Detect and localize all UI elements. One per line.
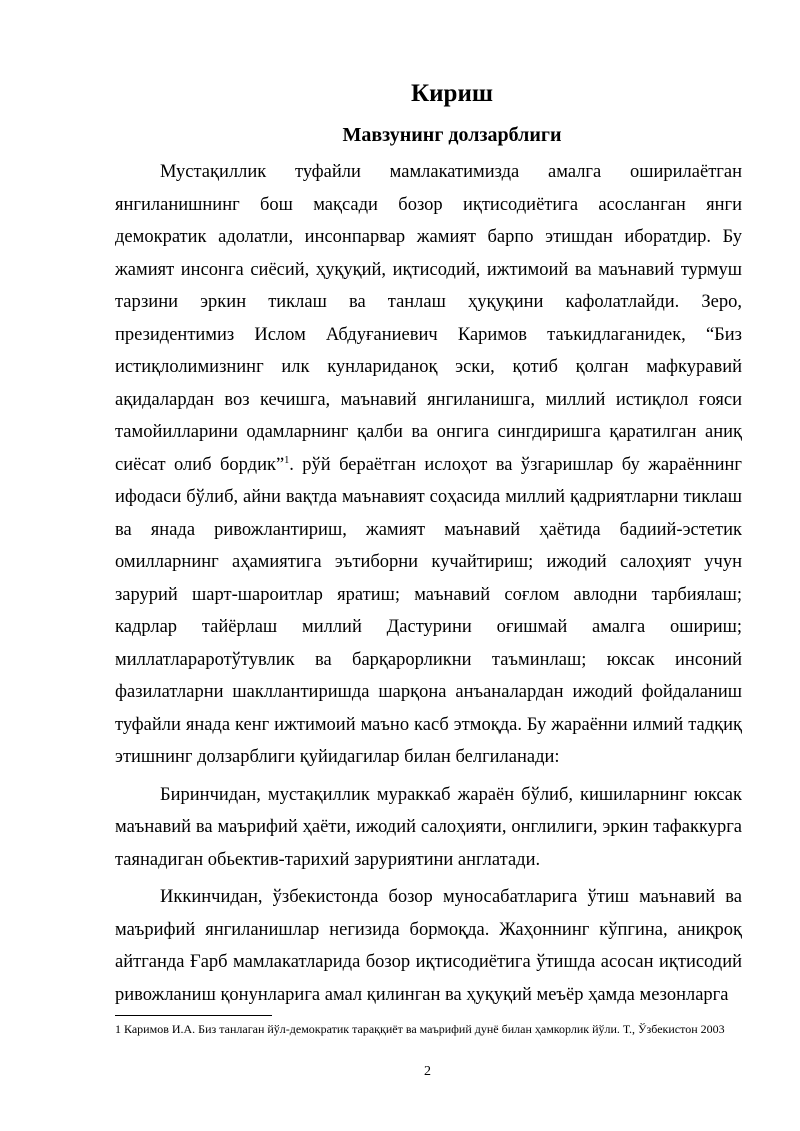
paragraph-1-text: Мустақиллик туфайли мамлакатимизда амалга оширилаётган янгиланишнинг бош мақсади бозор иқтисодиётига асосланган янги демократик адолатли, инсонпарвар жамият барпо этишдан иборатдир. Бу жамият инсонга сиёсий, ҳуқуқий, иқтисодий, ижтимоий ва маънавий турмуш тарзини эркин тиклаш ва танлаш ҳуқуқини кафолатлайди. Зеро, президентимиз Ислом Абдуғаниевич Каримов таъкидлаганидек, “Биз истиқлолимизнинг илк кунлариданоқ эски, қотиб қолган мафкуравий ақидалардан воз кечишга, маънавий янгиланишга, миллий истиқлол ғояси тамойилларини одамларнинг қалби ва онгига сингдиришга қаратилган аниқ сиёсат олиб бордик” [115,162,742,475]
page-number: 2 [424,1064,431,1079]
body-text [115,156,742,1011]
section-subtitle: Мавзунинг долзарблиги [342,124,562,146]
footnote-separator [115,1015,272,1016]
paragraph-1-text-continued: . рўй бераётган ислоҳот ва ўзгаришлар бу жараённинг ифодаси бўлиб, айни вақтда маънавият соҳасида миллий қадриятларни тиклаш ва янада ривожлантириш, жамият маънавий ҳаётида бадиий-эстетик омилларнинг аҳамиятига эътиборни кучайтириш; ижодий салоҳият учун зарурий шарт-шароитлар яратиш; маънавий соғлом авлодни тарбиялаш; кадрлар тайёрлаш миллий Дастурини оғишмай амалга ошириш; миллатлараротўтувлик ва барқарорликни таъминлаш; юксак инсоний фазилатларни шакллантиришда шарқона анъаналардан ижодий фойдаланиш туфайли янада кенг ижтимоий маъно касб этмоқда. Бу жараённи илмий тадқиқ этишнинг долзарблиги қуйидагилар билан белгиланади: [115,454,742,767]
footnote-reference[interactable]: 1 [284,454,290,466]
document-title: Кириш [411,80,493,107]
paragraph-2: Биринчидан, мустақиллик мураккаб жараён бўлиб, кишиларнинг юксак маънавий ва маърифий ҳаёти, ижодий салоҳияти, онглилиги, эркин тафаккурга таянадиган обьектив-тарихий заруриятини англатади. [115,784,742,870]
paragraph-1 [115,156,742,774]
footnote-text: 1 Каримов И.А. Биз танлаган йўл-демократик тараққиёт ва маърифий дунё билан ҳамкорлик йўли. Т., Ўзбекистон 2003 [115,1022,725,1036]
paragraph-3: Иккинчидан, ўзбекистонда бозор муносабатларига ўтиш маънавий ва маърифий янгиланишлар негизида бормоқда. Жаҳоннинг кўпгина, аниқроқ айтганда Ғарб мамлакатларида бозор иқтисодиётига ўтишда асосан иқтисодий ривожланиш қонунларига амал қилинган ва ҳуқуқий меъёр ҳамда мезонларга [115,887,742,1005]
